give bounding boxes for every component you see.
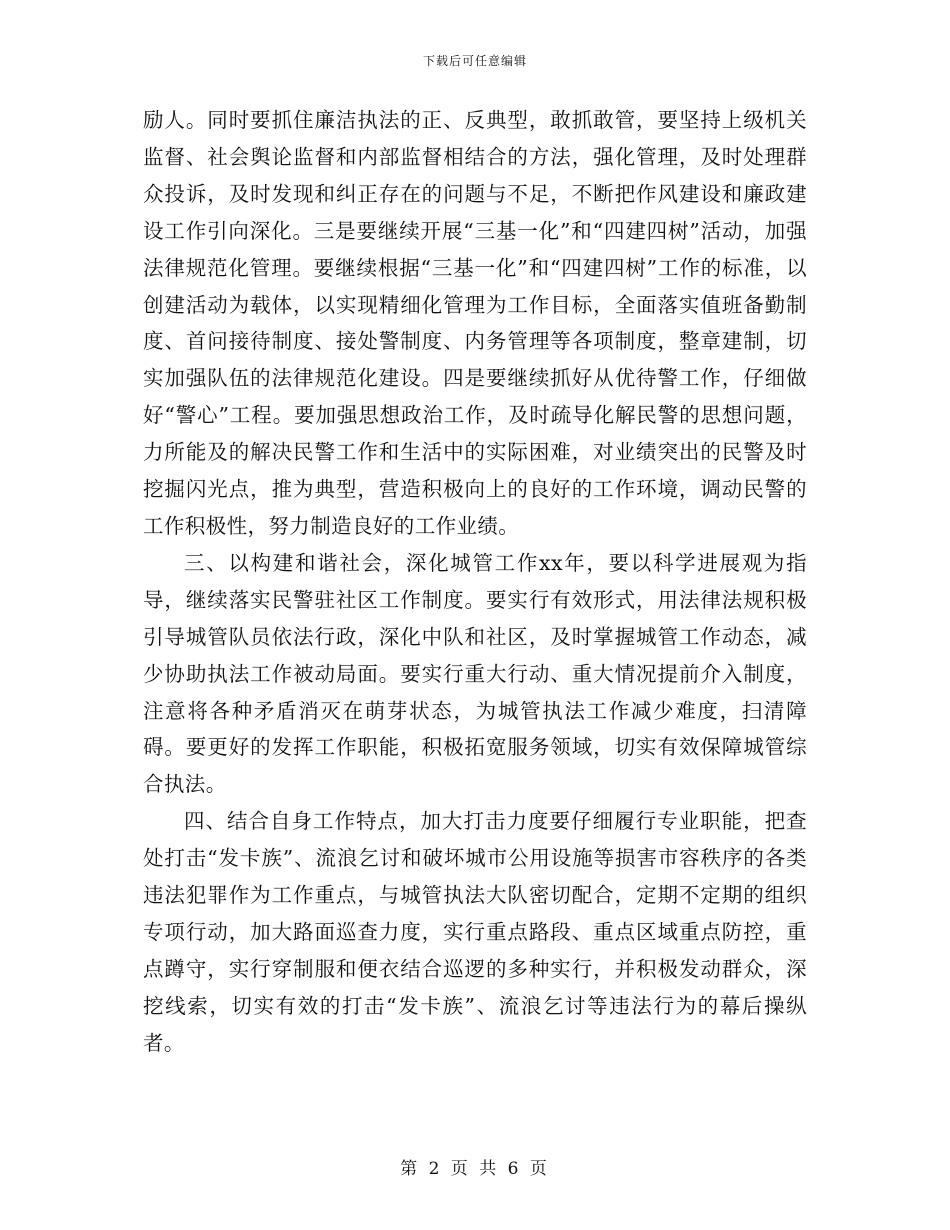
page-number-footer: 第 2 页 共 6 页 [400, 1159, 550, 1179]
page-header: 下载后可任意编辑 [422, 54, 527, 68]
paragraph-continued: 励人。同时要抓住廉洁执法的正、反典型，敢抓敢管，要坚持上级机关监督、社会舆论监督和内部监督相结合的方法，强化管理，及时处理群众投诉，及时发现和纠正存在的问题与不足，不断把作风建设和廉政建设工作引向深化。三是要继续开展“三基一化”和“四建四树”活动，加强法律规范化管理。要继续根据“三基一化”和“四建四树”工作的标准，以创建活动为载体，以实现精细化管理为工作目标，全面落实值班备勤制度、首问接待制度、接处警制度、内务管理等各项制度，整章建制，切实加强队伍的法律规范化建设。四是要继续抓好从优待警工作，仔细做好“警心”工程。要加强思想政治工作，及时疏导化解民警的思想问题，力所能及的解决民警工作和生活中的实际困难，对业绩突出的民警及时挖掘闪光点，推为典型，营造积极向上的良好的工作环境，调动民警的工作积极性，努力制造良好的工作业绩。 [143, 108, 807, 538]
paragraph-section-four: 四、结合自身工作特点，加大打击力度要仔细履行专业职能，把查处打击“发卡族”、流浪乞讨和破坏城市公用设施等损害市容秩序的各类违法犯罪作为工作重点，与城管执法大队密切配合，定期不定期的组织专项行动，加大路面巡查力度，实行重点路段、重点区域重点防控，重点蹲守，实行穿制服和便衣结合巡逻的多种实行，并积极发动群众，深挖线索，切实有效的打击“发卡族”、流浪乞讨等违法行为的幕后操纵者。 [143, 809, 807, 1055]
paragraph-section-three: 三、以构建和谐社会，深化城管工作xx年，要以科学进展观为指导，继续落实民警驻社区工作制度。要实行有效形式，用法律法规积极引导城管队员依法行政，深化中队和社区，及时掌握城管工作动态，减少协助执法工作被动局面。要实行重大行动、重大情况提前介入制度，注意将各种矛盾消灭在萌芽状态，为城管执法工作减少难度，扫清障碍。要更好的发挥工作职能，积极拓宽服务领域，切实有效保障城管综合执法。 [143, 550, 807, 797]
document-body [143, 102, 807, 1062]
